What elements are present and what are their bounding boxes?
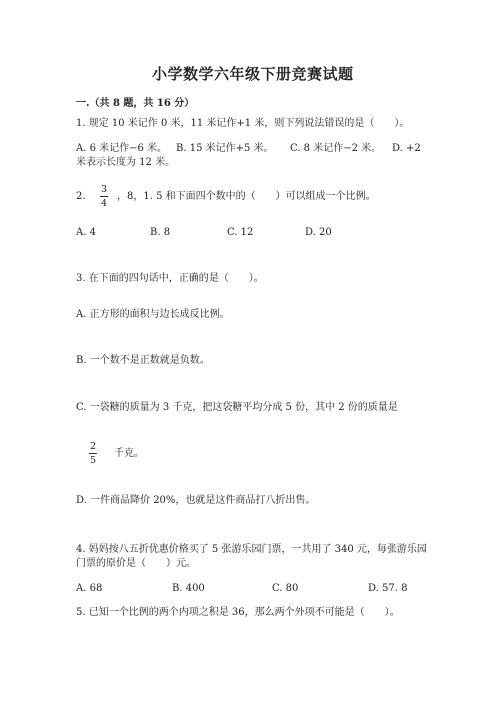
q4-option-a: A. 68 [76,583,103,594]
q3-fraction-denominator: 5 [89,455,97,466]
q4-stem-line1: 4. 妈妈按八五折优惠价格买了 5 张游乐园门票，一共用了 340 元，每张游乐园 [76,544,427,555]
q3-option-c: C. 一袋糖的质量为 3 千克，把这袋糖平均分成 5 份，其中 2 份的质量是 [76,402,398,413]
q3-fraction-numerator: 2 [89,441,97,452]
q2-option-b: B. 8 [150,227,171,238]
q3-fraction-unit: 千克。 [114,448,144,459]
section-heading: 一.（共 8 题，共 16 分） [76,98,195,109]
fraction-bar [100,196,108,197]
q1-option-a: A. 6 米记作−6 米。 [76,143,168,154]
q1-stem: 1. 规定 10 米记作 0 米，11 米记作+1 米，则下列说法错误的是（ ）。 [76,118,410,129]
q4-option-d: D. 57. 8 [368,583,408,594]
q4-stem-line2: 门票的原价是（ ）元。 [76,558,196,569]
q2-fraction [100,184,108,209]
q3-fraction [89,441,97,466]
q2-option-d: D. 20 [305,227,332,238]
page-title: 小学数学六年级下册竞赛试题 [152,65,354,83]
q2-fraction-numerator: 3 [100,184,108,195]
q4-option-b: B. 400 [172,583,205,594]
q2-number: 2. [76,191,86,202]
q5-stem: 5. 已知一个比例的两个内项之积是 36，那么两个外项不可能是（ ）。 [76,607,400,618]
q1-option-d: D. +2 [392,143,421,154]
q1-option-b: B. 15 米记作+5 米。 [176,143,274,154]
q2-option-a: A. 4 [76,227,96,238]
fraction-bar [89,453,97,454]
q1-continuation: 米表示长度为 12 米。 [76,157,176,168]
q2-fraction-denominator: 4 [100,198,108,209]
q4-option-c: C. 80 [272,583,299,594]
q3-stem: 3. 在下面的四句话中，正确的是（ ）。 [76,273,264,284]
q3-option-b: B. 一个数不是正数就是负数。 [76,355,210,366]
q2-option-c: C. 12 [227,227,254,238]
q2-stem: ，8，1. 5 和下面四个数中的（ ）可以组成一个比例。 [117,191,376,202]
q3-option-a: A. 正方形的面积与边长成反比例。 [76,309,230,320]
q3-option-d: D. 一件商品降价 20%，也就是这件商品打八折出售。 [76,495,316,506]
q1-option-c: C. 8 米记作−2 米。 [290,143,382,154]
